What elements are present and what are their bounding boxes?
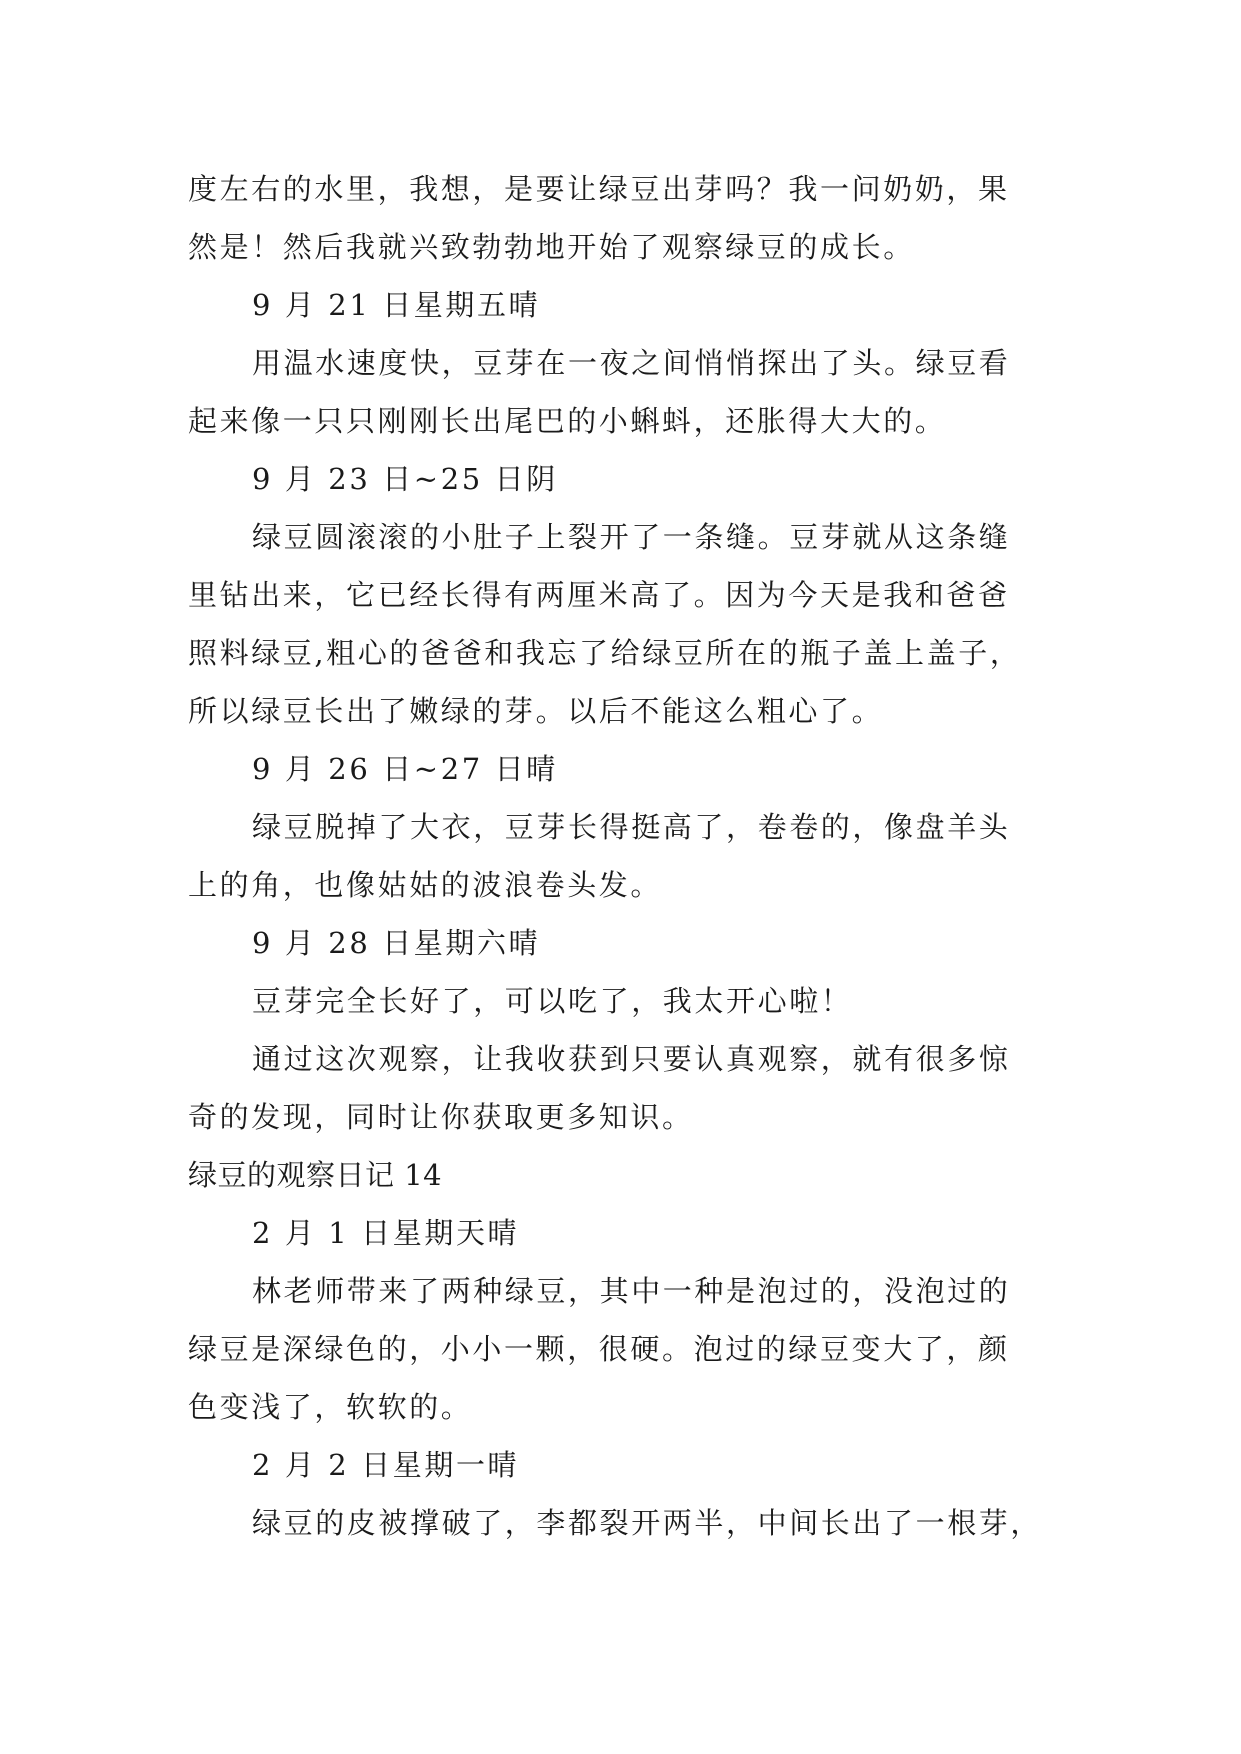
text-line: 然是！然后我就兴致勃勃地开始了观察绿豆的成长。	[188, 230, 915, 264]
text-line: 豆芽完全长好了，可以吃了，我太开心啦！	[252, 984, 853, 1018]
text-line: 通过这次观察，让我收获到只要认真观察，就有很多惊	[252, 1042, 1011, 1076]
text-line: 所以绿豆长出了嫩绿的芽。以后不能这么粗心了。	[188, 694, 884, 728]
text-line: 奇的发现，同时让你获取更多知识。	[188, 1100, 694, 1134]
text-line: 9 月 21 日星期五晴	[252, 288, 541, 322]
text-line: 9 月 26 日~27 日晴	[252, 752, 558, 786]
text-line: 2 月 2 日星期一晴	[252, 1448, 520, 1482]
text-line: 9 月 28 日星期六晴	[252, 926, 541, 960]
text-line: 绿豆是深绿色的，小小一颗，很硬。泡过的绿豆变大了，颜	[188, 1332, 1010, 1366]
text-line: 度左右的水里，我想，是要让绿豆出芽吗？我一问奶奶，果	[188, 172, 1010, 206]
text-line: 用温水速度快，豆芽在一夜之间悄悄探出了头。绿豆看	[252, 346, 1011, 380]
text-line: 绿豆的皮被撑破了，李都裂开两半，中间长出了一根芽，	[252, 1506, 1043, 1540]
text-line: 绿豆圆滚滚的小肚子上裂开了一条缝。豆芽就从这条缝	[252, 520, 1011, 554]
text-line: 2 月 1 日星期天晴	[252, 1216, 520, 1250]
text-line: 林老师带来了两种绿豆，其中一种是泡过的，没泡过的	[252, 1274, 1011, 1308]
text-line: 上的角，也像姑姑的波浪卷头发。	[188, 868, 663, 902]
document-body	[188, 160, 1048, 1552]
text-line: 里钻出来，它已经长得有两厘米高了。因为今天是我和爸爸	[188, 578, 1010, 612]
text-line: 绿豆脱掉了大衣，豆芽长得挺高了，卷卷的，像盘羊头	[252, 810, 1011, 844]
text-line: 照料绿豆,粗心的爸爸和我忘了给绿豆所在的瓶子盖上盖子，	[188, 636, 1022, 670]
text-line: 9 月 23 日~25 日阴	[252, 462, 558, 496]
text-line: 色变浅了，软软的。	[188, 1390, 473, 1424]
text-line: 起来像一只只刚刚长出尾巴的小蝌蚪，还胀得大大的。	[188, 404, 947, 438]
section-heading: 绿豆的观察日记 14	[188, 1158, 443, 1192]
